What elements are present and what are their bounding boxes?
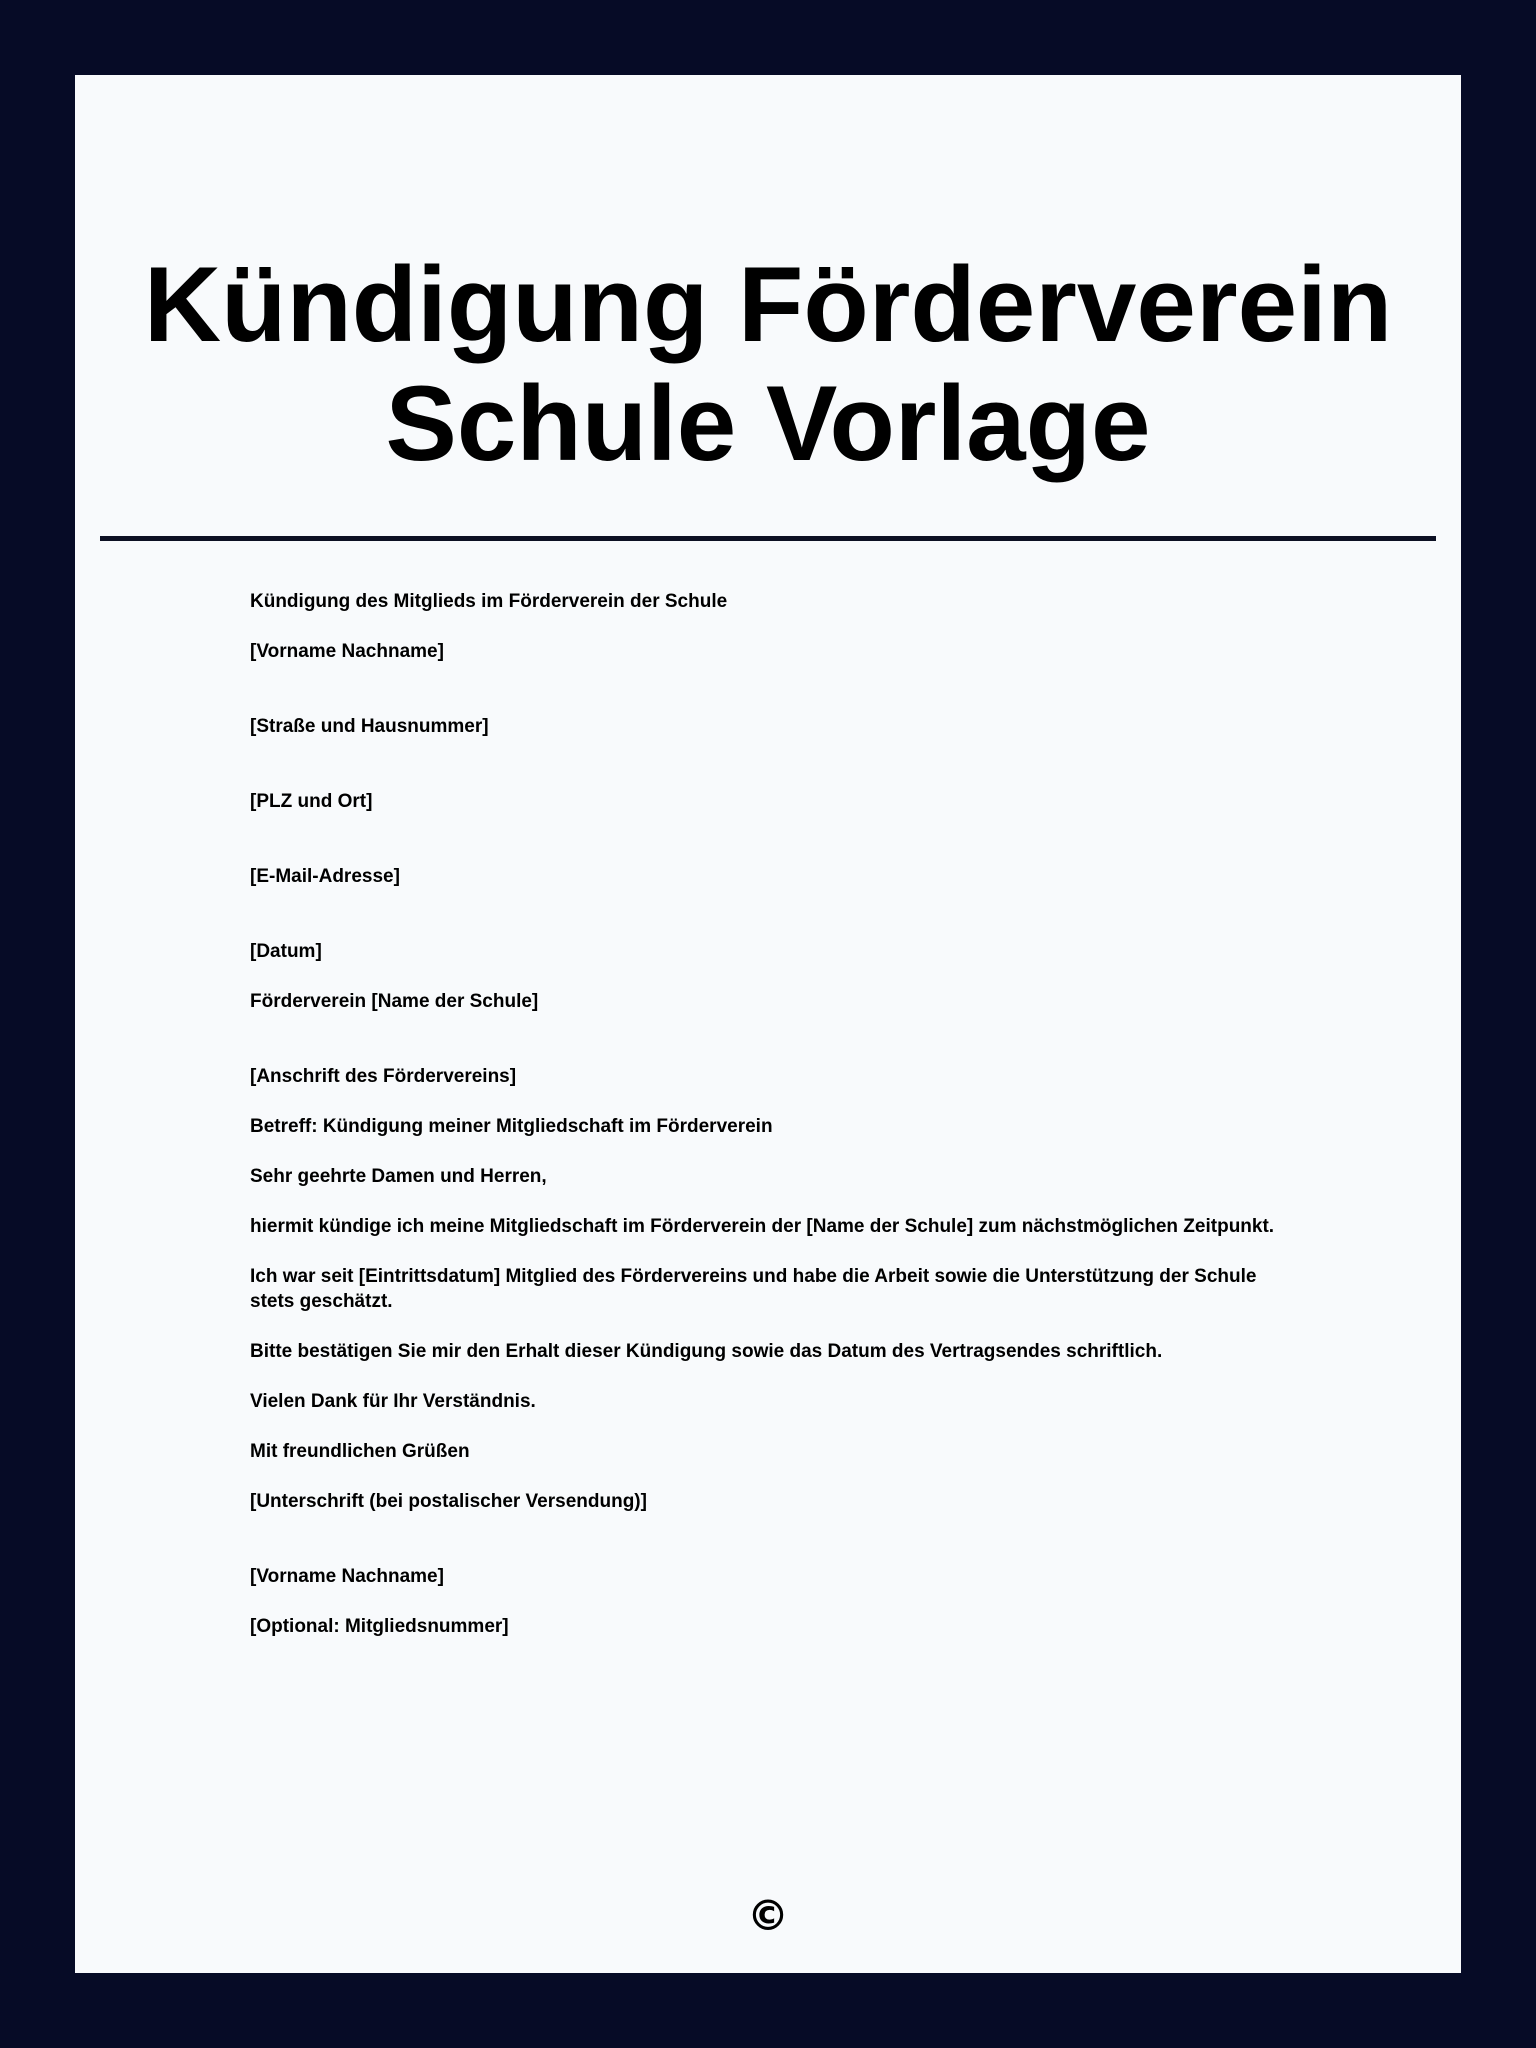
letter-body <box>250 589 1290 1664</box>
sender-street: [Straße und Hausnummer] <box>250 716 489 737</box>
copyright-icon: © <box>747 1891 789 1940</box>
letter-signature: [Unterschrift (bei postalischer Versendung)] <box>250 1491 647 1512</box>
letter-thanks: Vielen Dank für Ihr Verständnis. <box>250 1391 536 1412</box>
recipient-name: Förderverein [Name der Schule] <box>250 991 539 1012</box>
letter-subject: Betreff: Kündigung meiner Mitgliedschaft im Förderverein <box>250 1116 773 1137</box>
letter-date: [Datum] <box>250 941 322 962</box>
letter-salutation: Sehr geehrte Damen und Herren, <box>250 1166 547 1187</box>
letter-paragraph-2: Ich war seit [Eintrittsdatum] Mitglied des Fördervereins und habe die Arbeit sowie die Unterstützung der Schule stets geschätzt. <box>250 1266 1257 1312</box>
sender-email: [E-Mail-Adresse] <box>250 866 400 887</box>
sender-name: [Vorname Nachname] <box>250 641 444 662</box>
letter-paragraph-1: hiermit kündige ich meine Mitgliedschaft im Förderverein der [Name der Schule] zum nächstmöglichen Zeitpunkt. <box>250 1216 1275 1237</box>
letter-paragraph-3: Bitte bestätigen Sie mir den Erhalt dieser Kündigung sowie das Datum des Vertragsendes schriftlich. <box>250 1341 1163 1362</box>
recipient-address: [Anschrift des Fördervereins] <box>250 1066 517 1087</box>
letter-closing: Mit freundlichen Grüßen <box>250 1441 470 1462</box>
sender-city: [PLZ und Ort] <box>250 791 373 812</box>
member-number: [Optional: Mitgliedsnummer] <box>250 1616 509 1637</box>
title-divider <box>100 536 1436 541</box>
signer-name: [Vorname Nachname] <box>250 1566 444 1587</box>
document-title: Kündigung Förderverein Schule Vorlage <box>143 244 1393 483</box>
letter-heading: Kündigung des Mitglieds im Förderverein der Schule <box>250 591 728 612</box>
document-page <box>75 75 1461 1973</box>
